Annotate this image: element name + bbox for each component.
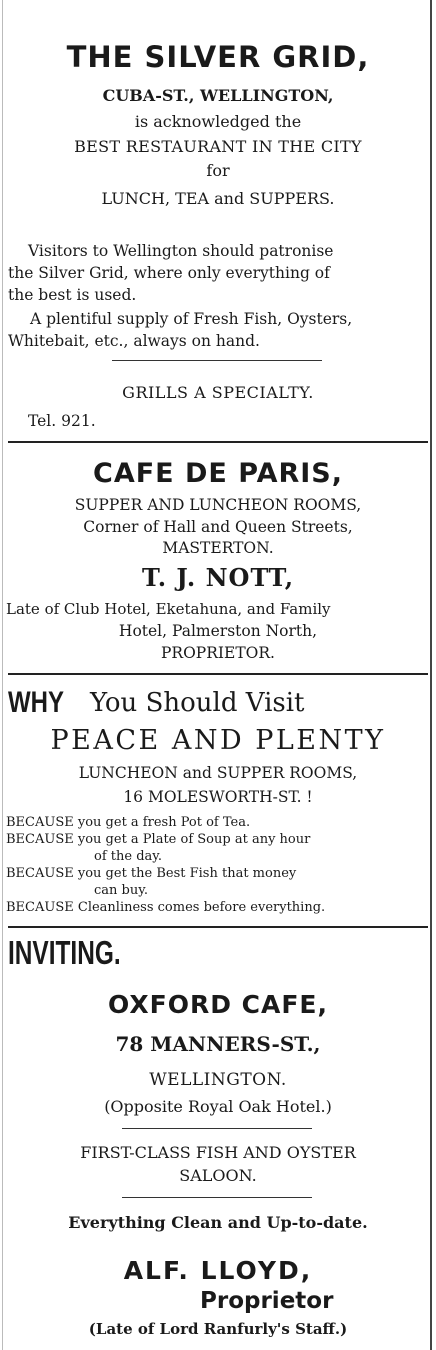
reason-2-text: you get a Plate of Soup at any hour	[77, 832, 311, 847]
oxford-cafe-name: OXFORD CAFE,	[107, 990, 329, 1019]
reason-4-text: Cleanliness comes before everything.	[77, 900, 326, 915]
silver-grid-line1: is acknowledged the	[134, 112, 302, 131]
oxford-service2: SALOON.	[179, 1166, 257, 1185]
silver-grid-line3: for	[206, 161, 230, 180]
inviting-row	[8, 934, 436, 980]
reason-2-cont: of the day.	[94, 849, 163, 864]
silver-grid-address: CUBA-ST., WELLINGTON,	[102, 86, 334, 105]
oxford-proprietor: ALF. LLOYD,	[123, 1256, 313, 1285]
inviting-label: INVITING.	[8, 934, 121, 971]
oxford-history: (Late of Lord Ranfurly's Staff.)	[88, 1320, 348, 1338]
silver-grid-specialty: GRILLS A SPECIALTY.	[122, 383, 314, 402]
silver-grid-para2-l1: A plentiful supply of Fresh Fish, Oysters,	[30, 310, 353, 328]
silver-grid-title: THE SILVER GRID,	[66, 40, 370, 74]
peace-address: 16 MOLESWORTH-ST. !	[123, 788, 313, 806]
oxford-divider-2	[122, 1197, 312, 1198]
silver-grid-para1-l2: the Silver Grid, where only everything of	[8, 264, 330, 282]
silver-grid-para1-l3: the best is used.	[8, 286, 137, 304]
silver-grid-divider	[112, 360, 322, 361]
peace-rooms: LUNCHEON and SUPPER ROOMS,	[78, 764, 358, 782]
silver-grid-para1-l1: Visitors to Wellington should patronise	[28, 242, 334, 260]
cafe-de-paris-title: CAFE DE PARIS,	[93, 458, 343, 489]
peace-name: PEACE AND PLENTY	[50, 725, 386, 756]
oxford-cafe-opposite: (Opposite Royal Oak Hotel.)	[104, 1097, 332, 1116]
cafe-de-paris-proprietor: T. J. NOTT,	[141, 563, 295, 592]
why-label: WHY	[8, 686, 64, 719]
oxford-service1: FIRST-CLASS FISH AND OYSTER	[80, 1143, 356, 1162]
cafe-de-paris-location2: MASTERTON.	[162, 539, 274, 557]
rule-1	[8, 441, 428, 443]
peace-headline-row	[8, 686, 436, 720]
reason-4-lead: BECAUSE	[6, 900, 74, 915]
oxford-role: Proprietor	[200, 1288, 334, 1314]
reason-2-lead: BECAUSE	[6, 832, 74, 847]
reason-3-text: you get the Best Fish that money	[77, 866, 297, 881]
reason-2	[6, 832, 436, 847]
oxford-cafe-address: 78 MANNERS-ST.,	[115, 1032, 321, 1056]
oxford-divider-1	[122, 1128, 312, 1129]
cafe-de-paris-history2: Hotel, Palmerston North,	[118, 622, 318, 640]
reason-4	[6, 900, 436, 915]
reason-3	[6, 866, 436, 881]
reason-1-text: you get a fresh Pot of Tea.	[77, 815, 251, 830]
silver-grid-para2-l2: Whitebait, etc., always on hand.	[8, 332, 260, 350]
peace-headline: You Should Visit	[90, 688, 305, 718]
cafe-de-paris-subtitle: SUPPER AND LUNCHEON ROOMS,	[74, 496, 362, 514]
silver-grid-tel: Tel. 921.	[28, 412, 96, 430]
cafe-de-paris-role: PROPRIETOR.	[161, 644, 275, 662]
rule-3	[8, 926, 428, 928]
silver-grid-line2: BEST RESTAURANT IN THE CITY	[74, 137, 362, 156]
reason-3-lead: BECAUSE	[6, 866, 74, 881]
cafe-de-paris-location1: Corner of Hall and Queen Streets,	[83, 518, 353, 536]
oxford-motto: Everything Clean and Up-to-date.	[68, 1213, 368, 1232]
rule-2	[8, 673, 428, 675]
reason-1	[6, 815, 436, 830]
reason-3-cont: can buy.	[94, 883, 148, 898]
cafe-de-paris-history1: Late of Club Hotel, Eketahuna, and Family	[6, 600, 331, 618]
reason-1-lead: BECAUSE	[6, 815, 74, 830]
oxford-cafe-city: WELLINGTON.	[149, 1070, 287, 1090]
silver-grid-line4: LUNCH, TEA and SUPPERS.	[101, 189, 335, 208]
